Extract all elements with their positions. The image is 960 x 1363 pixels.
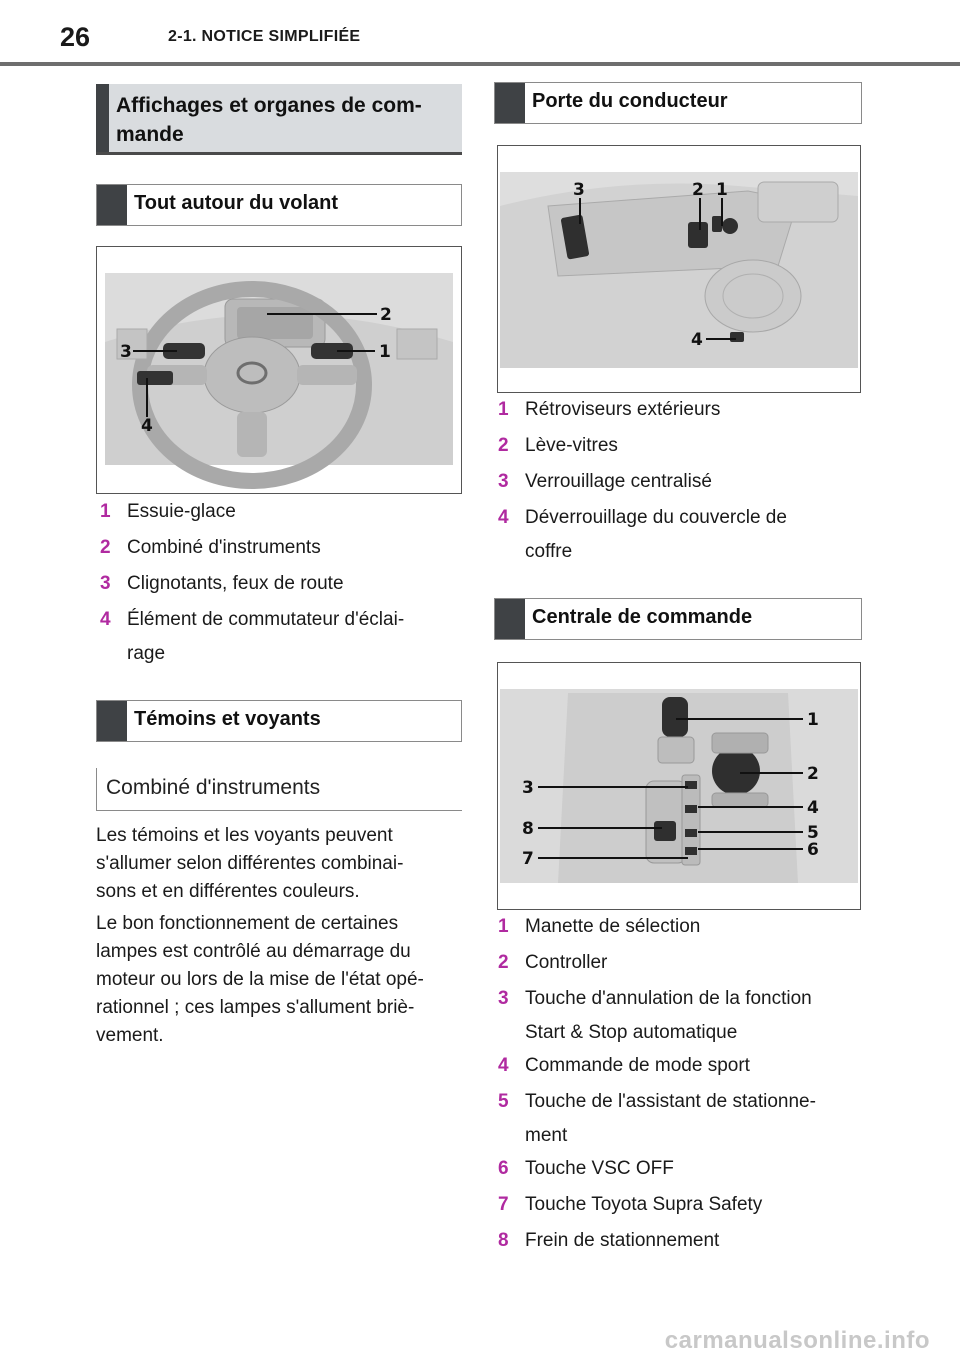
- paragraph-2: Le bon fonctionnement de certaines lampes est contrôlé au démarrage du moteur ou lors de la mise de l'état opé- rationnel ; ces lampes s'allument briè- vement.: [96, 913, 424, 1046]
- list-item: 3 Verrouillage centralisé: [498, 471, 712, 492]
- list-item: 8 Frein de stationnement: [498, 1230, 720, 1251]
- door-figure: [497, 145, 861, 393]
- list-item: 1 Manette de sélection: [498, 916, 701, 937]
- steering-callout-4: 4: [141, 416, 153, 436]
- section-bar: [97, 701, 127, 741]
- center-console-illustration: [498, 663, 860, 909]
- section-bar: [96, 84, 109, 152]
- list-item: 3 Clignotants, feux de route: [100, 573, 344, 594]
- section-steering-heading: [96, 184, 462, 226]
- header-rule: [0, 62, 960, 66]
- list-item: 7 Touche Toyota Supra Safety: [498, 1194, 763, 1215]
- steering-list: [96, 494, 466, 669]
- center-callout-6: 6: [807, 840, 819, 860]
- center-console-figure: [497, 662, 861, 910]
- list-item: 2 Lève-vitres: [498, 435, 618, 456]
- section-warning-title: Témoins et voyants: [134, 708, 321, 730]
- center-callout-8: 8: [522, 819, 534, 839]
- page-number: 26: [60, 22, 91, 52]
- door-callout-4: 4: [691, 330, 703, 350]
- list-item: 2 Combiné d'instruments: [100, 537, 321, 558]
- main-section-title-line2: mande: [116, 123, 184, 146]
- section-center-heading: [494, 598, 862, 640]
- list-item: 4 Commande de mode sport: [498, 1055, 750, 1076]
- door-list: [494, 392, 864, 567]
- center-callout-7: 7: [522, 849, 534, 869]
- list-item: 6 Touche VSC OFF: [498, 1158, 674, 1179]
- center-callout-1: 1: [807, 710, 819, 730]
- section-door-heading: [494, 82, 862, 124]
- chapter-title: 2-1. NOTICE SIMPLIFIÉE: [168, 28, 361, 45]
- main-section-title-line1: Affichages et organes de com-: [116, 94, 422, 117]
- subhead-divider: [96, 768, 97, 810]
- list-item: 1 Rétroviseurs extérieurs: [498, 399, 721, 420]
- door-illustration: [498, 146, 860, 392]
- main-section-heading: [96, 84, 462, 155]
- section-warning-heading: [96, 700, 462, 742]
- steering-callout-2: 2: [380, 305, 392, 325]
- list-item: 4 Élément de commutateur d'éclai- rage: [100, 609, 405, 664]
- list-item: 2 Controller: [498, 952, 608, 973]
- center-callout-4: 4: [807, 798, 819, 818]
- steering-callout-1: 1: [379, 342, 391, 362]
- list-item: 1 Essuie-glace: [100, 501, 236, 522]
- center-list: [494, 909, 874, 1259]
- section-bar: [495, 599, 525, 639]
- section-center-title: Centrale de commande: [532, 606, 753, 628]
- door-callout-2: 2: [692, 180, 704, 200]
- steering-callout-3: 3: [120, 342, 132, 362]
- section-bar: [495, 83, 525, 123]
- list-item: 5 Touche de l'assistant de stationne- ment: [498, 1091, 816, 1146]
- list-item: 4 Déverrouillage du couvercle de coffre: [498, 507, 787, 562]
- section-door-title: Porte du conducteur: [532, 90, 728, 112]
- subhead-underline: [96, 810, 462, 811]
- center-callout-5: 5: [807, 823, 819, 843]
- paragraph-1: Les témoins et les voyants peuvent s'allumer selon différentes combinai- sons et en différentes couleurs.: [96, 825, 404, 902]
- list-item: 3 Touche d'annulation de la fonction Start & Stop automatique: [498, 988, 812, 1043]
- section-steering-title: Tout autour du volant: [134, 192, 339, 214]
- center-callout-2: 2: [807, 764, 819, 784]
- subhead-instrument-cluster: Combiné d'instruments: [106, 776, 321, 799]
- watermark: carmanualsonline.info: [664, 1327, 930, 1354]
- steering-illustration: [97, 247, 461, 493]
- section-bar: [97, 185, 127, 225]
- door-callout-1: 1: [716, 180, 728, 200]
- steering-figure: [96, 246, 462, 494]
- door-callout-3: 3: [573, 180, 585, 200]
- center-callout-3: 3: [522, 778, 534, 798]
